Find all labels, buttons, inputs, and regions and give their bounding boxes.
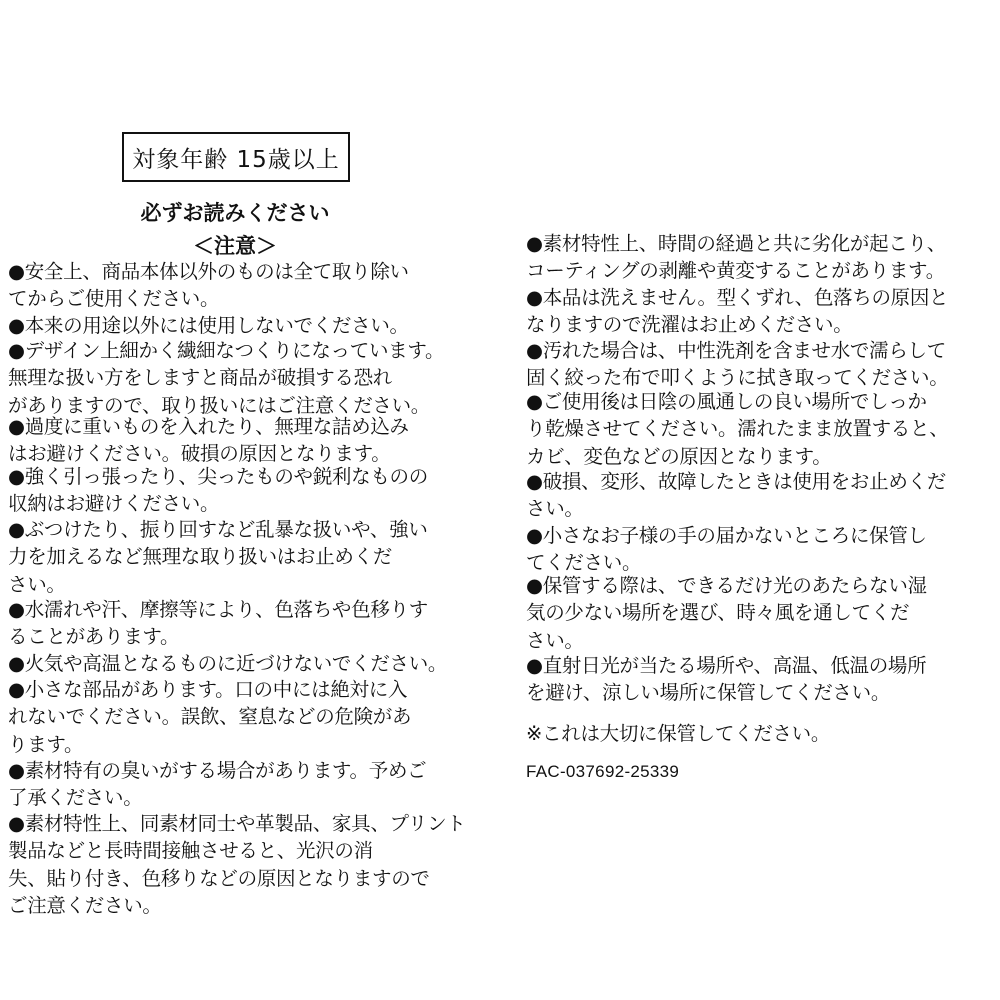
caution-item: ●保管する際は、できるだけ光のあたらない湿 気の少ない場所を選び、時々風を通してくだ さい。 bbox=[526, 574, 927, 652]
caution-item: ●素材特有の臭いがする場合があります。予めご 了承ください。 bbox=[8, 759, 427, 810]
caution-item: ●本品は洗えません。型くずれ、色落ちの原因と なりますので洗濯はお止めください。 bbox=[526, 286, 949, 337]
caution-item: ●水濡れや汗、摩擦等により、色落ちや色移りす ることがあります。 bbox=[8, 598, 428, 649]
caution-item: ●素材特性上、時間の経過と共に劣化が起こり、 コーティングの剥離や黄変することがあります。 bbox=[526, 232, 946, 283]
heading-caution: ＜注意＞ bbox=[193, 234, 277, 258]
caution-item: ●ご使用後は日陰の風通しの良い場所でしっか り乾燥させてください。濡れたまま放置すると、 カビ、変色などの原因となります。 bbox=[526, 390, 949, 468]
storage-note: ※これは大切に保管してください。 bbox=[526, 722, 831, 745]
heading-read-carefully: 必ずお読みください bbox=[140, 201, 330, 225]
caution-item: ●破損、変形、故障したときは使用をお止めくだ さい。 bbox=[526, 470, 946, 521]
caution-item: ●安全上、商品本体以外のものは全て取り除い てからご使用ください。 bbox=[8, 260, 409, 311]
caution-item: ●小さなお子様の手の届かないところに保管し てください。 bbox=[526, 524, 927, 575]
caution-item: ●デザイン上細かく繊細なつくりになっています。 無理な扱い方をしますと商品が破損する恐れ がありますので、取り扱いにはご注意ください。 bbox=[8, 339, 445, 417]
caution-item: ●素材特性上、同素材同士や革製品、家具、プリント 製品などと長時間接触させると、光沢の消 失、貼り付き、色移りなどの原因となりますので ご注意ください。 bbox=[8, 812, 466, 917]
caution-item: ●直射日光が当たる場所や、高温、低温の場所 を避け、涼しい場所に保管してください。 bbox=[526, 654, 927, 705]
caution-item: ●ぶつけたり、振り回すなど乱暴な扱いや、強い 力を加えるなど無理な取り扱いはお止めくだ さい。 bbox=[8, 518, 428, 596]
age-label: 対象年齢 15歳以上 bbox=[122, 132, 350, 182]
product-code: FAC-037692-25339 bbox=[526, 762, 680, 781]
caution-item: ●本来の用途以外には使用しないでください。 bbox=[8, 314, 409, 337]
caution-item: ●小さな部品があります。口の中には絶対に入 れないでください。誤飲、窒息などの危険があ ります。 bbox=[8, 678, 412, 756]
caution-item: ●強く引っ張ったり、尖ったものや鋭利なものの 収納はお避けください。 bbox=[8, 465, 428, 516]
caution-item: ●過度に重いものを入れたり、無理な詰め込み はお避けください。破損の原因となります。 bbox=[8, 415, 409, 466]
caution-item: ●火気や高温となるものに近づけないでください。 bbox=[8, 652, 448, 675]
caution-item: ●汚れた場合は、中性洗剤を含ませ水で濡らして 固く絞った布で叩くように拭き取ってください。 bbox=[526, 339, 949, 390]
